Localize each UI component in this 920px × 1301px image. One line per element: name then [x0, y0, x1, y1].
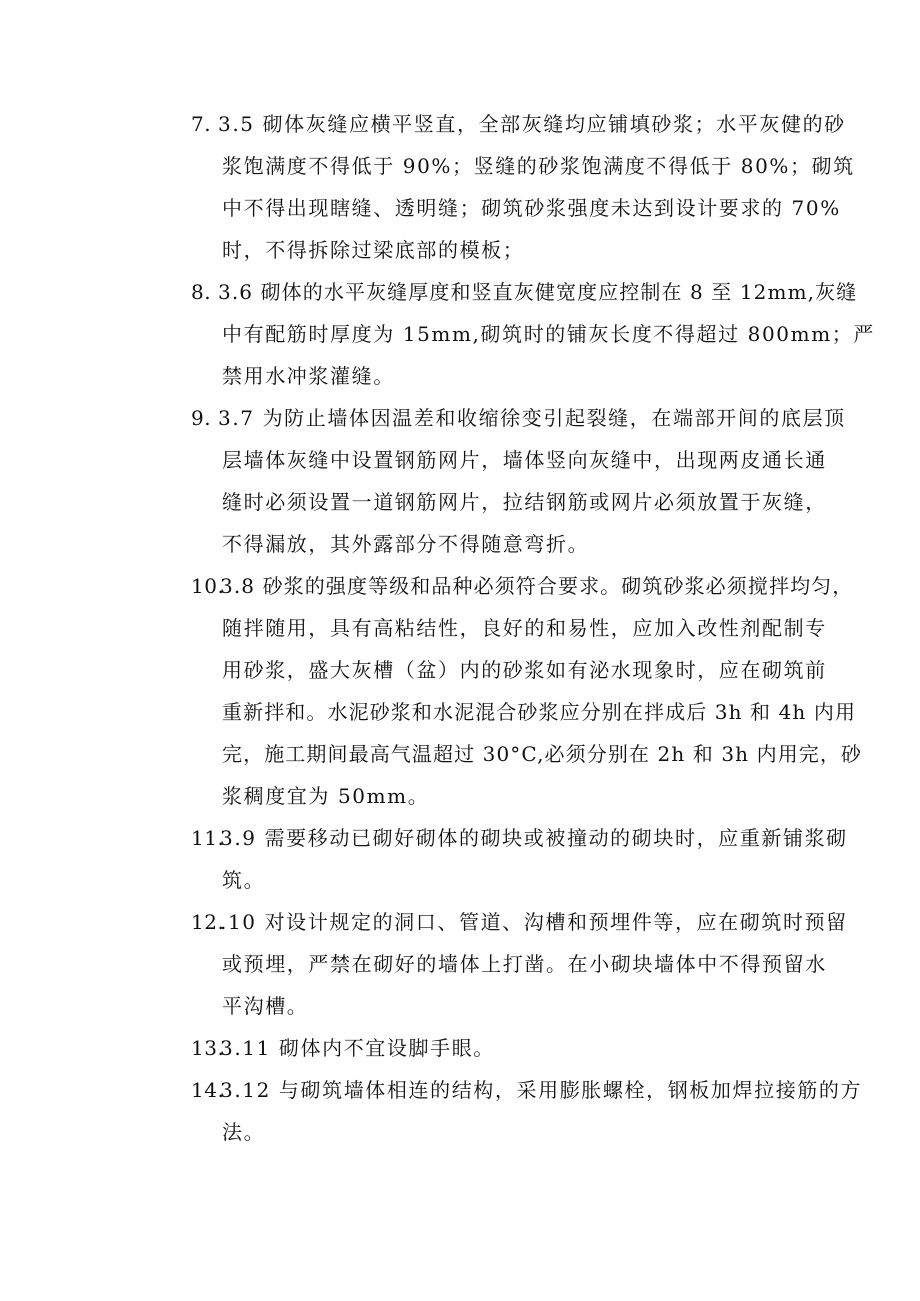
- list-item-line: 筑。: [222, 868, 266, 892]
- list-item-line: 或预埋，严禁在砌好的墙体上打凿。在小砌块墙体中不得预留水: [222, 952, 827, 976]
- list-item-line: 不得漏放，其外露部分不得随意弯折。: [222, 532, 590, 556]
- list-item-line: 层墙体灰缝中设置钢筋网片，墙体竖向灰缝中，出现两皮通长通: [222, 448, 827, 472]
- list-item-number: 8.: [191, 280, 212, 304]
- list-item-line: 缝时必须设置一道钢筋网片，拉结钢筋或网片必须放置于灰缝，: [222, 490, 827, 514]
- list-item-number: 11.: [191, 826, 225, 850]
- list-item-line: 完，施工期间最高气温超过 30°C,必须分别在 2h 和 3h 内用完，砂: [222, 742, 863, 766]
- list-item-line: 平沟槽。: [222, 994, 309, 1018]
- list-item-line: .10 对设计规定的洞口、管道、沟槽和预埋件等，应在砌筑时预留: [220, 910, 848, 934]
- list-item-number: 12.: [191, 910, 225, 934]
- list-item-line: 3.6 砌体的水平灰缝厚度和竖直灰健宽度应控制在 8 至 12mm,灰缝: [218, 280, 858, 304]
- list-item-line: 重新拌和。水泥砂浆和水泥混合砂浆应分别在拌成后 3h 和 4h 内用: [222, 700, 857, 724]
- list-item-line: 3.7 为防止墙体因温差和收缩徐变引起裂缝，在端部开间的底层顶: [218, 406, 846, 430]
- list-item-number: 9.: [191, 406, 212, 430]
- list-item-line: 法。: [222, 1120, 266, 1144]
- list-item-line: 中不得出现瞎缝、透明缝；砌筑砂浆强度未达到设计要求的 70%: [222, 196, 841, 220]
- list-item-number: 10.: [191, 574, 225, 598]
- list-item-line: 3.8 砂浆的强度等级和品种必须符合要求。砌筑砂浆必须搅拌均匀，: [220, 574, 854, 598]
- list-item-line: 3.9 需要移动已砌好砌体的砌块或被撞动的砌块时，应重新铺浆砌: [220, 826, 848, 850]
- list-item-line: 浆稠度宜为 50mm。: [222, 784, 430, 808]
- list-item-line: 时，不得拆除过梁底部的模板；: [222, 238, 525, 262]
- list-item-number: 14.: [191, 1078, 225, 1102]
- list-item-line: 用砂浆，盛大灰槽（盆）内的砂浆如有泌水现象时，应在砌筑前: [222, 658, 827, 682]
- list-item-line: 3.11 砌体内不宜设脚手眼。: [220, 1036, 495, 1060]
- list-item-line: 随拌随用，具有高粘结性，良好的和易性，应加入改性剂配制专: [222, 616, 827, 640]
- list-item-line: 3.12 与砌筑墙体相连的结构，采用膨胀螺栓，钢板加焊拉接筋的方: [220, 1078, 863, 1102]
- list-item-number: 7.: [191, 112, 212, 136]
- list-item-number: 13.: [191, 1036, 225, 1060]
- list-item-line: 浆饱满度不得低于 90%；竖缝的砂浆饱满度不得低于 80%；砌筑: [222, 154, 855, 178]
- list-item-line: 禁用水冲浆灌缝。: [222, 364, 395, 388]
- list-item-line: 3.5 砌体灰缝应横平竖直，全部灰缝均应铺填砂浆；水平灰健的砂: [218, 112, 846, 136]
- list-item-line: 中有配筋时厚度为 15mm,砌筑时的铺灰长度不得超过 800mm；严: [222, 322, 875, 346]
